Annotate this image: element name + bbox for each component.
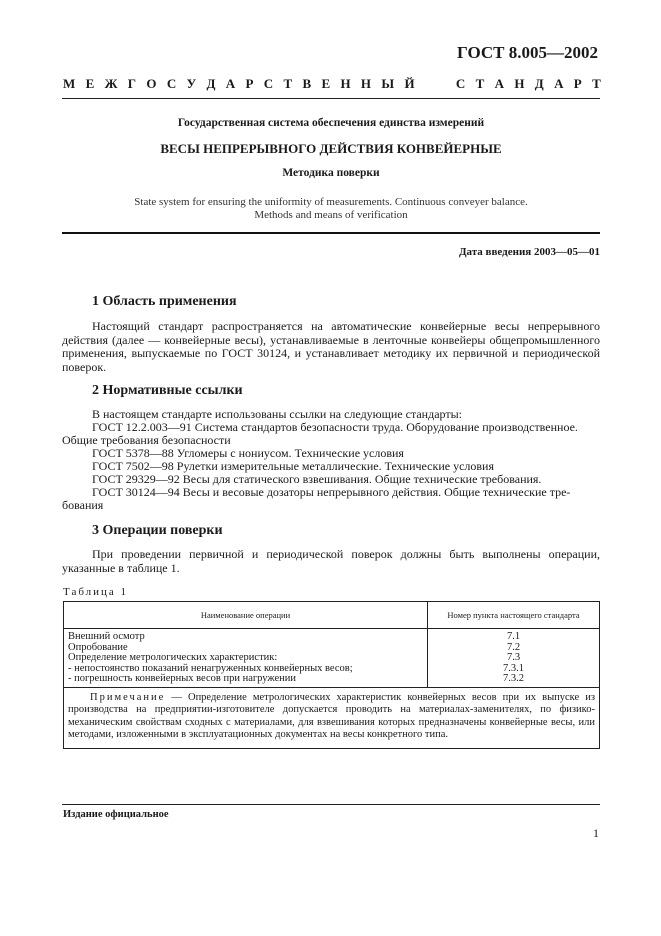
english-title bbox=[62, 196, 600, 222]
banner-letter: Д bbox=[206, 76, 216, 91]
banner-letter: М bbox=[63, 76, 76, 91]
banner-letter: Н bbox=[340, 76, 351, 91]
banner-letter: Ы bbox=[381, 76, 395, 91]
banner-letter: Й bbox=[404, 76, 415, 91]
clause-number: 7.3.1 bbox=[503, 662, 524, 674]
table-header-row bbox=[64, 602, 600, 629]
section1-text: Настоящий стандарт распространяется на автоматические конвейерные весы непрерывного действия (далее — конвейерные весы), устанавливаемые в ленточные конвейеры общепромышленного применения, выпускаемые по ГОСТ 30124, и устанавливает методику их первичной и периодической поверок. bbox=[62, 319, 600, 374]
title-divider bbox=[62, 232, 600, 234]
section3-text: При проведении первичной и периодической поверок должны быть выполнены операции, указанные в таблице 1. bbox=[62, 547, 600, 575]
table-note-row bbox=[64, 687, 600, 748]
banner-letter: А bbox=[225, 76, 236, 91]
clause-number: 7.3 bbox=[506, 652, 521, 663]
clause-numbers-cell bbox=[428, 629, 600, 688]
official-edition-label: Издание официальное bbox=[63, 809, 169, 820]
column-header-clause: Номер пункта настоящего стандарта bbox=[428, 602, 600, 629]
system-title: Государственная система обеспечения единства измерений bbox=[177, 117, 485, 129]
table-note bbox=[64, 687, 600, 748]
clause-number: 7.2 bbox=[506, 641, 521, 653]
reference-line: ГОСТ 5378—88 Угломеры с нониусом. Технические условия bbox=[92, 446, 404, 460]
note-label: Примечание bbox=[90, 691, 166, 703]
reference-line: бования bbox=[62, 498, 104, 512]
banner-letter: А bbox=[494, 76, 504, 91]
operation-name: Опробование bbox=[68, 641, 128, 653]
reference-line: ГОСТ 29329—92 Весы для статического взвешивания. Общие технические требования. bbox=[92, 472, 542, 486]
page-number: 1 bbox=[593, 826, 599, 840]
operation-name: - погрешность конвейерных весов при нагружении bbox=[68, 673, 297, 684]
note-text: — Определение метрологических характеристик конвейерных весов при их выпуске из производства на предприятии-изготовителе допускается проводить на материалах-заменителях, по физико-механическим свойствам сходных с материалами, для взвешивания которых предназначены конвейерные весы, или методами, изложенными в эксплуатационных документах на весы конкретного типа. bbox=[68, 691, 595, 740]
operation-name: Определение метрологических характеристик: bbox=[68, 652, 278, 663]
banner-letter: С bbox=[263, 76, 274, 91]
banner-letter: А bbox=[554, 76, 564, 91]
banner-letter: С bbox=[166, 76, 177, 91]
banner-letter: Р bbox=[245, 76, 254, 91]
clause-number: 7.1 bbox=[506, 631, 521, 642]
document-number: ГОСТ 8.005—2002 bbox=[457, 43, 598, 62]
header-divider bbox=[62, 98, 600, 99]
english-title-line2: Methods and means of verification bbox=[254, 209, 408, 221]
operation-name: - непостоянство показаний ненагруженных конвейерных весов; bbox=[68, 662, 353, 674]
section1-heading: 1 Область применения bbox=[92, 294, 237, 309]
banner-letter: Н bbox=[360, 76, 372, 91]
banner-letter: С bbox=[455, 76, 466, 91]
banner-letter: Н bbox=[514, 76, 525, 91]
reference-line: ГОСТ 30124—94 Весы и весовые дозаторы непрерывного действия. Общие технические тре- bbox=[92, 485, 571, 499]
banner-letter: Т bbox=[592, 76, 601, 91]
operation-name: Внешний осмотр bbox=[68, 631, 145, 642]
table-caption: Таблица 1 bbox=[63, 586, 129, 598]
interstate-standard-banner bbox=[63, 76, 601, 92]
banner-letter: Р bbox=[573, 76, 582, 91]
banner-letter: Г bbox=[127, 76, 137, 91]
footer-divider bbox=[62, 804, 600, 805]
column-header-operation: Наименование операции bbox=[64, 602, 428, 629]
section2-heading: 2 Нормативные ссылки bbox=[92, 383, 243, 398]
subtitle: Методика поверки bbox=[282, 167, 380, 179]
table-row bbox=[64, 629, 600, 688]
reference-line: ГОСТ 7502—98 Рулетки измерительные металлические. Технические условия bbox=[92, 459, 494, 473]
banner-letter: Е bbox=[85, 76, 95, 91]
banner-letter: В bbox=[302, 76, 312, 91]
banner-letter: Т bbox=[283, 76, 293, 91]
banner-letter: Т bbox=[475, 76, 485, 91]
main-title: ВЕСЫ НЕПРЕРЫВНОГО ДЕЙСТВИЯ КОНВЕЙЕРНЫЕ bbox=[160, 141, 502, 156]
clause-number: 7.3.2 bbox=[503, 673, 524, 684]
english-title-line1: State system for ensuring the uniformity of measurements. Continuous conveyer balance. bbox=[134, 196, 528, 208]
operations-table bbox=[63, 601, 600, 749]
operation-names-cell bbox=[64, 629, 428, 688]
banner-letter: Д bbox=[534, 76, 544, 91]
reference-line: Общие требования безопасности bbox=[62, 433, 231, 447]
reference-line: ГОСТ 12.2.003—91 Система стандартов безопасности труда. Оборудование производственное. bbox=[92, 420, 578, 434]
section2-intro: В настоящем стандарте использованы ссылки на следующие стандарты: bbox=[92, 407, 463, 421]
banner-letter: У bbox=[186, 76, 197, 91]
introduction-date: Дата введения 2003—05—01 bbox=[458, 246, 600, 258]
banner-letter: Ж bbox=[104, 76, 118, 91]
section3-heading: 3 Операции поверки bbox=[92, 523, 223, 538]
banner-letter: Е bbox=[321, 76, 331, 91]
banner-letter: О bbox=[146, 76, 157, 91]
